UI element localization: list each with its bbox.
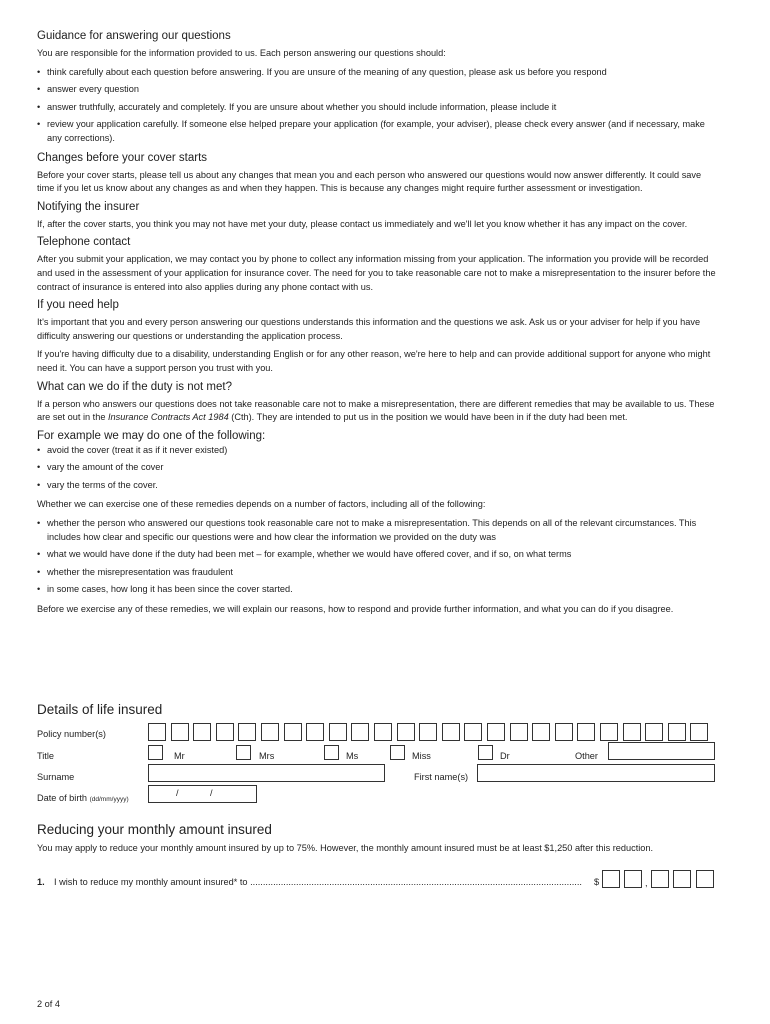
list-item: • think carefully about each question before answering. If you are unsure of the meaning of any question, please ask us before you respond: [37, 66, 717, 80]
example-heading: For example we may do one of the following:: [37, 429, 266, 442]
title-dr-label: Dr: [500, 751, 510, 761]
policy-digit-box[interactable]: [668, 723, 686, 741]
first-name-input[interactable]: [477, 764, 715, 782]
policy-digit-box[interactable]: [577, 723, 595, 741]
title-mrs-checkbox[interactable]: [236, 745, 251, 760]
list-item: • review your application carefully. If someone else helped prepare your application (for example, your adviser), please check every answer (and if necessary, make any corrections).: [37, 118, 717, 145]
life-insured-heading: Details of life insured: [37, 702, 163, 717]
changes-heading: Changes before your cover starts: [37, 151, 208, 164]
dob-separator: /: [176, 788, 179, 798]
title-other-input[interactable]: [608, 742, 715, 760]
changes-text: Before your cover starts, please tell us about any changes that mean you and each person who answered our questions would now answer differently. It could save time if you let us know about any changes as and when they happen. This is because any changes might require further assessment or investigation.: [37, 169, 702, 194]
list-item: • answer truthfully, accurately and completely. If you are unsure about whether you should include information, please include it: [37, 101, 717, 115]
title-mrs-label: Mrs: [259, 751, 275, 761]
list-item: • in some cases, how long it has been since the cover started.: [37, 583, 717, 597]
policy-digit-box[interactable]: [261, 723, 279, 741]
policy-digit-box[interactable]: [397, 723, 415, 741]
telephone-heading: Telephone contact: [37, 236, 131, 249]
policy-digit-box[interactable]: [510, 723, 528, 741]
first-name-label: First name(s): [414, 772, 469, 782]
policy-digit-box[interactable]: [329, 723, 347, 741]
title-dr-checkbox[interactable]: [478, 745, 493, 760]
thousands-separator: ,: [645, 878, 648, 888]
amount-digit-box[interactable]: [602, 870, 620, 888]
title-miss-label: Miss: [412, 751, 431, 761]
amount-digit-box[interactable]: [696, 870, 714, 888]
amount-digit-box[interactable]: [624, 870, 642, 888]
factors-list: [37, 517, 717, 597]
notifying-text: If, after the cover starts, you think you may not have met your duty, please contact us immediately and we'll let you know whether it has any impact on the cover.: [37, 218, 688, 229]
list-item: • whether the misrepresentation was fraudulent: [37, 566, 717, 580]
policy-digit-box[interactable]: [171, 723, 189, 741]
dob-label-text: Date of birth: [37, 793, 88, 803]
policy-digit-box[interactable]: [351, 723, 369, 741]
list-item: • vary the amount of the cover: [37, 461, 717, 475]
policy-number-label: Policy number(s): [37, 729, 106, 739]
duty-text-a: If a person who answers our questions does not take reasonable care not to make a misrepresentation, there are different remedies that may be available to us. These are set out in the: [37, 398, 715, 423]
help-heading: If you need help: [37, 299, 119, 312]
duty-text-b: (Cth). They are intended to put us in the position we would have been in if the duty had been met.: [228, 412, 628, 423]
reduce-heading: Reducing your monthly amount insured: [37, 822, 272, 837]
title-label: Title: [37, 751, 55, 761]
policy-digit-box[interactable]: [555, 723, 573, 741]
example-list: [37, 444, 717, 493]
policy-digit-box[interactable]: [487, 723, 505, 741]
title-miss-checkbox[interactable]: [390, 745, 405, 760]
title-other-label: Other: [575, 751, 598, 761]
guidance-heading: Guidance for answering our questions: [37, 30, 231, 42]
item-number: 1.: [37, 877, 45, 887]
list-item: • avoid the cover (treat it as if it never existed): [37, 444, 717, 458]
guidance-list: [37, 66, 717, 146]
information-section: [37, 30, 717, 622]
policy-digit-box[interactable]: [645, 723, 663, 741]
title-mr-label: Mr: [174, 751, 185, 761]
help-text-1: It's important that you and every person answering our questions understands this information and the questions we ask. Ask us or your adviser for help if you have difficulty answering our questions or understanding the application process.: [37, 317, 701, 341]
policy-digit-box[interactable]: [148, 723, 166, 741]
policy-digit-box[interactable]: [284, 723, 302, 741]
duty-heading: What can we do if the duty is not met?: [37, 380, 232, 393]
closing-text: Before we exercise any of these remedies, we will explain our reasons, how to respond and provide further information, and what you can do if you disagree.: [37, 604, 674, 615]
policy-digit-box[interactable]: [690, 723, 708, 741]
reduce-text: You may apply to reduce your monthly amount insured by up to 75%. However, the monthly amount insured must be at least $1,250 after this reduction.: [37, 843, 654, 853]
policy-digit-box[interactable]: [374, 723, 392, 741]
dob-input[interactable]: [148, 785, 257, 803]
dob-label: [37, 793, 129, 803]
title-ms-checkbox[interactable]: [324, 745, 339, 760]
dob-format: (dd/mm/yyyy): [89, 796, 129, 803]
policy-digit-box[interactable]: [306, 723, 324, 741]
list-item: • answer every question: [37, 83, 717, 97]
policy-digit-box[interactable]: [419, 723, 437, 741]
surname-label: Surname: [37, 772, 75, 782]
help-text-2: If you're having difficulty due to a disability, understanding English or for any other reason, we're here to help and can provide additional support for anyone who might need it. You can have a support person you trust with you.: [37, 349, 711, 373]
guidance-intro: You are responsible for the information provided to us. Each person answering our questions should:: [37, 48, 446, 58]
policy-digit-box[interactable]: [600, 723, 618, 741]
list-item: • vary the terms of the cover.: [37, 479, 717, 493]
page-number: 2 of 4: [37, 999, 60, 1009]
act-name: Insurance Contracts Act 1984: [108, 412, 229, 423]
policy-digit-box[interactable]: [193, 723, 211, 741]
reduce-item-text: I wish to reduce my monthly amount insured* to ..................................................................................................................................: [54, 877, 582, 887]
duty-text: [37, 398, 717, 425]
policy-digit-box[interactable]: [238, 723, 256, 741]
currency-symbol: $: [594, 877, 600, 887]
title-mr-checkbox[interactable]: [148, 745, 163, 760]
policy-digit-box[interactable]: [442, 723, 460, 741]
list-item: • what we would have done if the duty had been met – for example, whether we would have offered cover, and if so, on what terms: [37, 548, 717, 562]
policy-digit-box[interactable]: [216, 723, 234, 741]
list-item: • whether the person who answered our questions took reasonable care not to make a misrepresentation. This depends on all of the relevant circumstances. This includes how clear and specific our questions were and how clear the information we provided on the duty was: [37, 517, 717, 544]
notifying-heading: Notifying the insurer: [37, 200, 140, 213]
title-ms-label: Ms: [346, 751, 359, 761]
factors-intro: Whether we can exercise one of these remedies depends on a number of factors, including all of the following:: [37, 499, 486, 510]
amount-digit-box[interactable]: [673, 870, 691, 888]
policy-digit-box[interactable]: [623, 723, 641, 741]
amount-digit-box[interactable]: [651, 870, 669, 888]
dob-separator: /: [210, 788, 213, 798]
policy-digit-box[interactable]: [532, 723, 550, 741]
policy-digit-box[interactable]: [464, 723, 482, 741]
surname-input[interactable]: [148, 764, 385, 782]
telephone-text: After you submit your application, we may contact you by phone to collect any information missing from your application. The information you provide will be recorded and used in the assessment of your application for insurance cover. The need for you to take reasonable care not to make a misrepresentation to the insurer before the contract of insurance is entered into also applies during any phone contact with us.: [37, 254, 716, 292]
